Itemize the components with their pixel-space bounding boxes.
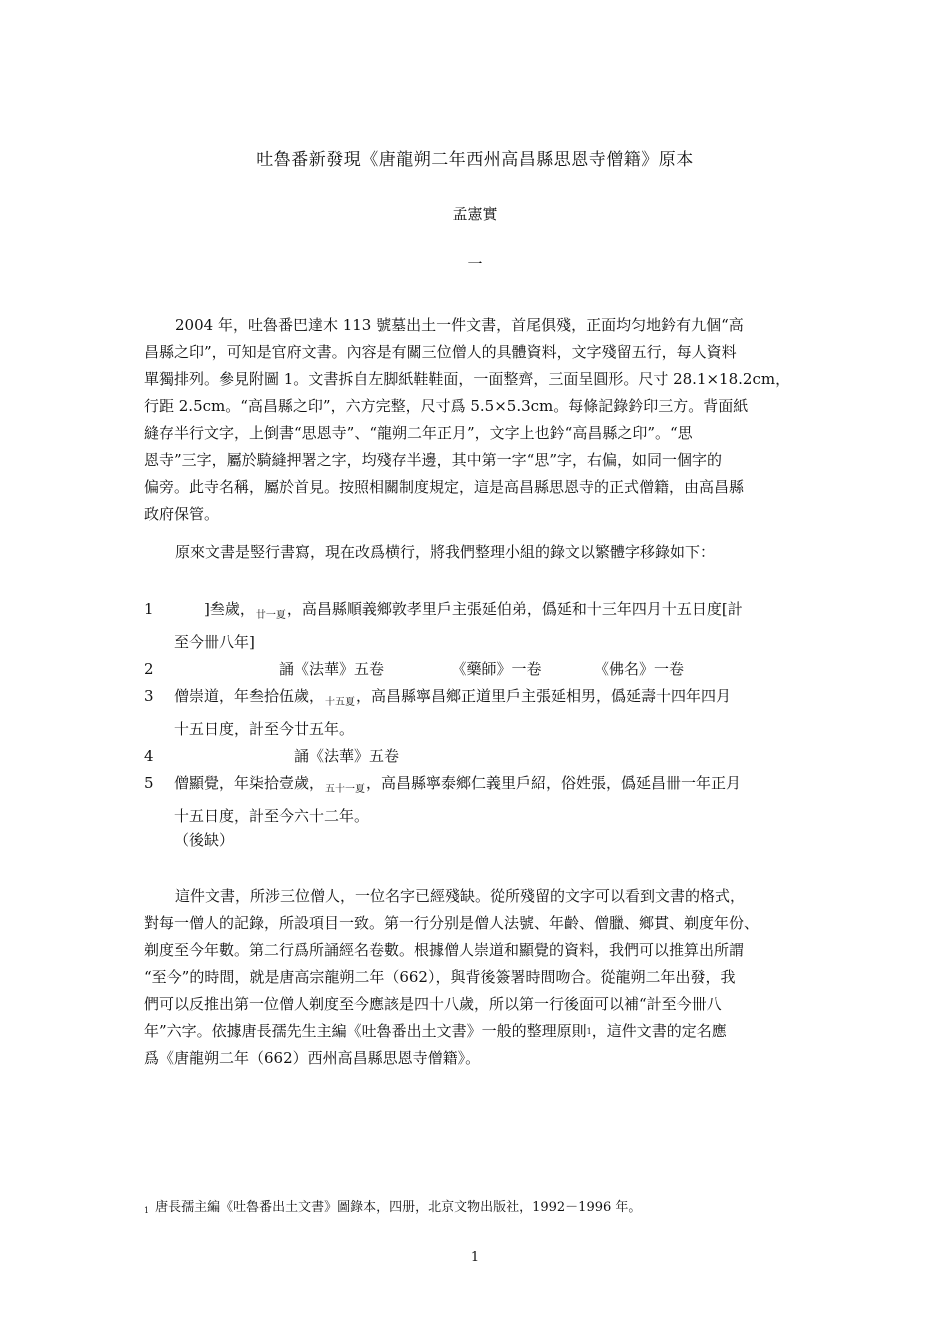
record-annotation: 廿一夏 [255,610,286,621]
record-annotation: 五十一夏 [325,784,366,795]
record-line [144,596,808,656]
footnote-text: 唐長孺主編《吐魯番出土文書》圖錄本，四册，北京文物出版社，1992－1996 年。 [155,1200,642,1215]
footnote-mark: 1 [144,1206,150,1215]
paragraph-line: 對每一僧人的記錄，所設項目一致。第一行分别是僧人法號、年齡、僧臘、鄉貫、剃度年份、 [144,914,760,932]
footnote [144,1196,641,1215]
paragraph-text: 年”六字。依據唐長孺先生主編《吐魯番出土文書》一般的整理原則 [144,1022,587,1040]
record-text: 僧崇道，年叁拾伍歲， [174,687,325,705]
paragraph-line: 縫存半行文字，上倒書“思恩寺”、“龍朔二年正月”，文字上也鈐“高昌縣之印”。“思 [144,424,693,442]
record-continuation: 十五日度，計至今廿五年。 [174,720,355,738]
record-line [144,683,808,743]
section-number: 一 [467,255,483,273]
page-number: 1 [470,1250,480,1265]
article-title: 吐魯番新發現《唐龍朔二年西州高昌縣思恩寺僧籍》原本 [256,150,694,170]
record-text: ，高昌縣順義鄉敦孝里戶主張延伯弟，僞延和十三年四月十五日度[計 [286,600,743,618]
paragraph-line: 爲《唐龍朔二年（662）西州高昌縣思恩寺僧籍》。 [144,1049,481,1067]
paragraph-1 [144,312,808,528]
paragraph-line: 行距 2.5cm。“高昌縣之印”，六方完整，尺寸爲 5.5×5.3cm。每條記錄鈐印三方。背面紙 [144,397,749,415]
paragraph-line-with-footnote [144,1018,808,1045]
paragraph-line: “至今”的時間，就是唐高宗龍朔二年（662），與背後簽署時間吻合。從龍朔二年出發，我 [144,968,736,986]
author-name: 孟憲實 [452,205,498,223]
record-text: ，高昌縣寧泰鄉仁義里戶紹，俗姓張，僞延昌卌一年正月 [366,774,742,792]
paragraph-line: 恩寺”三字，屬於騎縫押署之字，均殘存半邊，其中第一字“思”字，右偏，如同一個字的 [144,451,723,469]
paragraph-line: 偏旁。此寺名稱，屬於首見。按照相關制度規定，這是高昌縣思恩寺的正式僧籍，由高昌縣 [144,478,745,496]
record-text: 僧顯覺，年柒拾壹歲， [174,774,325,792]
record-continuation: 十五日度，計至今六十二年。 [174,807,370,825]
record-line [144,743,808,770]
record-text: 誦《法華》五卷 《藥師》一卷 《佛名》一卷 [174,660,685,678]
paragraph-2 [144,539,808,566]
record-line [144,656,808,683]
record-text: ，高昌縣寧昌鄉正道里戶主張延相男，僞延壽十四年四月 [356,687,732,705]
paragraph-line: 這件文書，所涉三位僧人，一位名字已經殘缺。從所殘留的文字可以看到文書的格式， [175,887,746,905]
paragraph-line: 單獨排列。參見附圖 1。文書拆自左脚紙鞋鞋面，一面整齊，三面呈圓形。尺寸 28.1×18.2cm， [144,370,791,388]
lacuna-note: （後缺） [174,831,235,849]
record-text: 誦《法華》五卷 [174,747,400,765]
transcription-records [144,596,808,830]
paragraph-text: ，這件文書的定名應 [591,1022,727,1040]
footnote-reference[interactable]: 1 [586,1027,592,1036]
line-number: 4 [144,747,154,765]
paragraph-line: 們可以反推出第一位僧人剃度至今應該是四十八歲，所以第一行後面可以補“計至今卌八 [144,995,722,1013]
record-line [144,770,808,830]
line-number: 2 [144,660,154,678]
paragraph-line: 政府保管。 [144,505,220,523]
record-text: ]叁歲， [174,600,255,618]
line-number: 3 [144,687,154,705]
paragraph-line: 昌縣之印”，可知是官府文書。內容是有關三位僧人的具體資料，文字殘留五行，每人資料 [144,343,737,361]
paragraph-line: 2004 年，吐魯番巴達木 113 號墓出土一件文書，首尾俱殘，正面均匀地鈐有九個“高 [175,316,744,334]
record-continuation: 至今卌八年] [174,633,255,651]
record-annotation: 十五夏 [325,697,356,708]
paragraph-3 [144,883,808,1072]
paragraph-line: 剃度至今年數。第二行爲所誦經名卷數。根據僧人崇道和顯覺的資料，我們可以推算出所謂 [144,941,745,959]
paragraph-line: 原來文書是竪行書寫，現在改爲横行，將我們整理小組的錄文以繁體字移錄如下： [175,543,716,561]
line-number: 1 [144,600,154,618]
line-number: 5 [144,774,154,792]
